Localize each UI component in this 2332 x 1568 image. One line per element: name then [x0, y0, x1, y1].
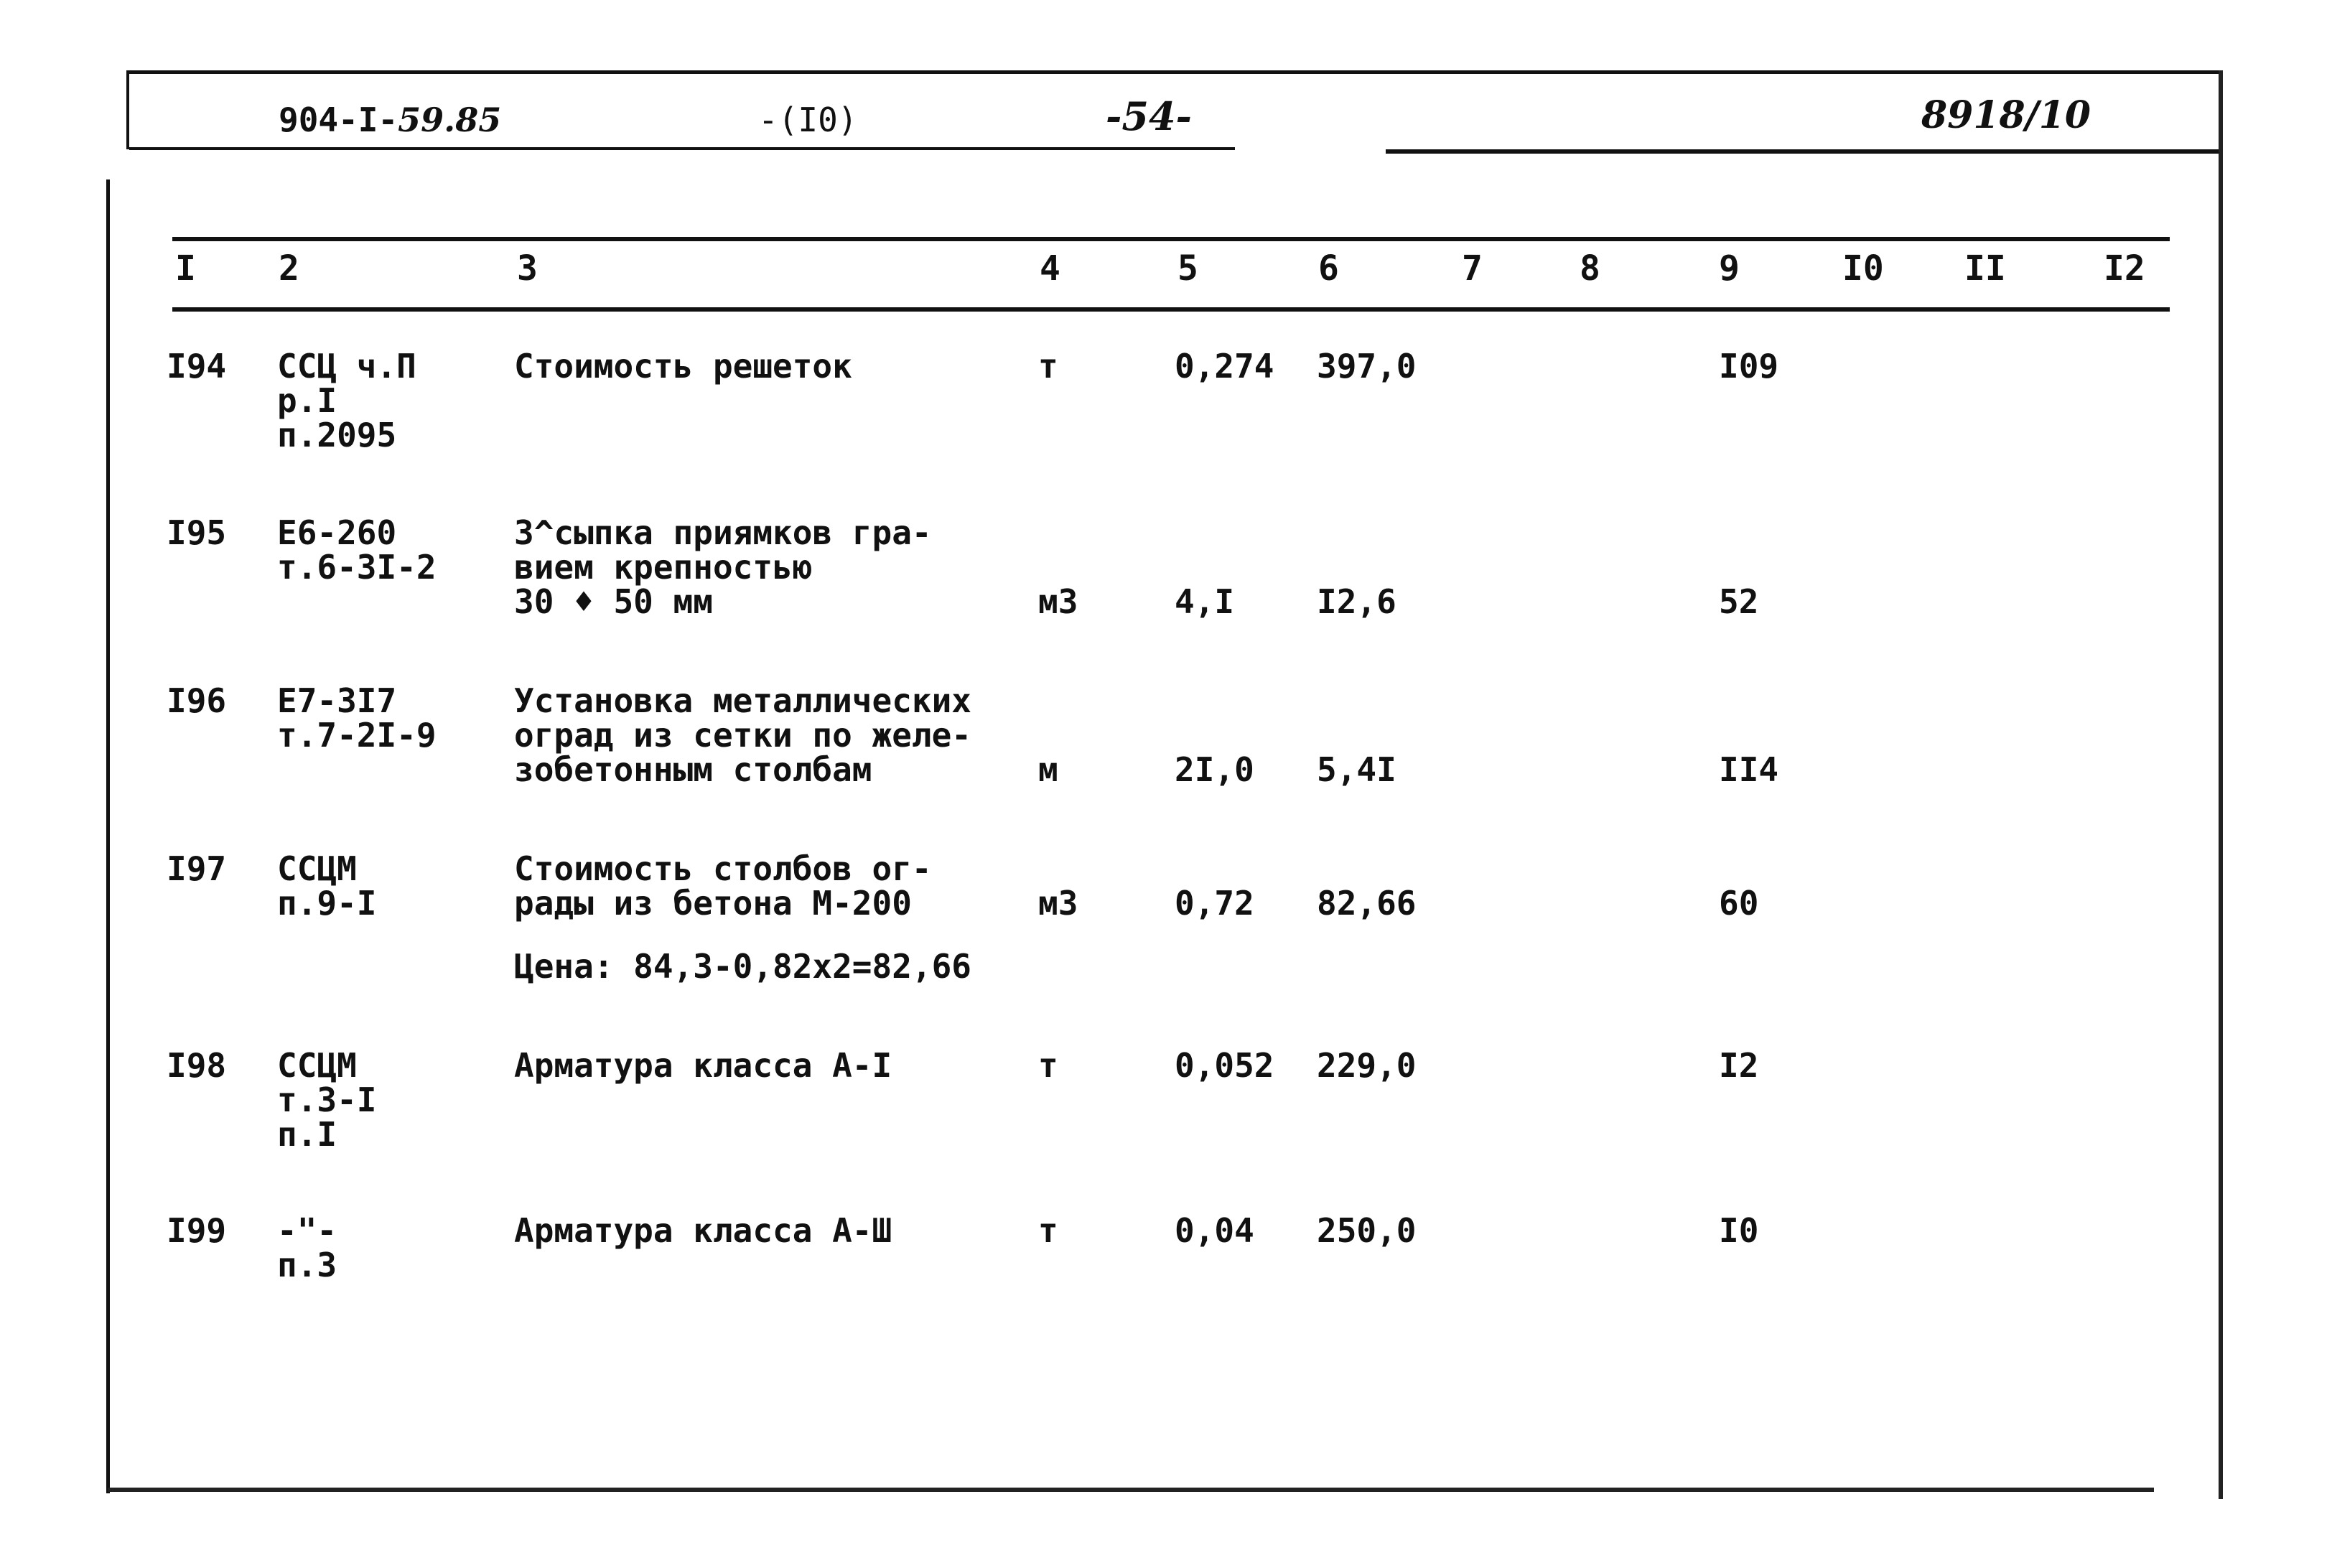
row-unit: м3: [1038, 582, 1078, 621]
row-quantity: 2I,0: [1175, 750, 1254, 789]
row-reference: ССЦМ т.3-I п.I: [277, 1046, 377, 1154]
column-header: 2: [279, 248, 299, 289]
row-number: I99: [167, 1211, 227, 1250]
row-total: I2: [1719, 1046, 1759, 1085]
row-total: II4: [1719, 750, 1779, 789]
column-header: I0: [1842, 248, 1884, 289]
row-quantity: 0,274: [1175, 347, 1274, 386]
row-quantity: 4,I: [1175, 582, 1235, 621]
row-unit: м3: [1038, 884, 1078, 923]
column-header: I: [175, 248, 196, 289]
column-header: 3: [517, 248, 538, 289]
header-rule-right: [1386, 149, 2219, 154]
frame-left-line: [126, 70, 129, 149]
row-description: Арматура класса А-Ш: [514, 1211, 892, 1250]
row-reference: ССЦ ч.П р.I п.2095: [277, 347, 416, 454]
reference-number: 8918/10: [1921, 93, 2091, 137]
section-number: -(I0): [758, 101, 858, 139]
column-header: 5: [1177, 248, 1198, 289]
row-number: I98: [167, 1046, 227, 1085]
page-number: -54-: [1106, 93, 1192, 139]
header-rule-left: [129, 147, 1235, 150]
row-unit-price: 82,66: [1317, 884, 1417, 923]
frame-left-line-lower: [106, 179, 110, 1493]
row-price-note: Цена: 84,3-0,82х2=82,66: [514, 947, 971, 986]
frame-right-line: [2219, 70, 2223, 1499]
doc-code-printed: 904-I-: [279, 101, 398, 139]
column-header: I2: [2104, 248, 2145, 289]
row-number: I96: [167, 681, 227, 720]
doc-code: [279, 101, 501, 139]
row-quantity: 0,052: [1175, 1046, 1274, 1085]
row-unit: т: [1038, 1211, 1058, 1250]
table-top-rule: [172, 237, 2170, 241]
row-total: 52: [1719, 582, 1759, 621]
row-number: I94: [167, 347, 227, 386]
frame-top-line: [129, 70, 2220, 74]
row-unit: м: [1038, 750, 1058, 789]
column-header: 7: [1462, 248, 1483, 289]
column-header: II: [1964, 248, 2006, 289]
row-unit: т: [1038, 347, 1058, 386]
row-unit-price: I2,6: [1317, 582, 1396, 621]
row-description: З^сыпка приямков гра- вием крепностью 30 ♦ 50 мм: [514, 513, 932, 621]
row-description: Стоимость решеток: [514, 347, 852, 386]
row-total: I09: [1719, 347, 1779, 386]
row-reference: -"- п.3: [277, 1211, 337, 1284]
frame-bottom-line: [108, 1488, 2154, 1492]
row-reference: Е6-260 т.6-3I-2: [277, 513, 437, 587]
row-number: I97: [167, 849, 227, 888]
row-unit-price: 229,0: [1317, 1046, 1417, 1085]
row-quantity: 0,72: [1175, 884, 1254, 923]
row-description: Арматура класса А-I: [514, 1046, 892, 1085]
doc-code-handwritten: 59.85: [398, 101, 502, 139]
row-reference: Е7-3I7 т.7-2I-9: [277, 681, 437, 755]
row-unit: т: [1038, 1046, 1058, 1085]
row-description: Стоимость столбов ог- рады из бетона М-200: [514, 849, 932, 923]
row-quantity: 0,04: [1175, 1211, 1254, 1250]
row-reference: ССЦМ п.9-I: [277, 849, 377, 923]
row-unit-price: 250,0: [1317, 1211, 1417, 1250]
row-unit-price: 5,4I: [1317, 750, 1396, 789]
row-total: 60: [1719, 884, 1759, 923]
table-header-rule: [172, 307, 2170, 312]
column-header: 6: [1318, 248, 1339, 289]
row-total: I0: [1719, 1211, 1759, 1250]
column-header: 9: [1719, 248, 1740, 289]
column-header: 8: [1580, 248, 1600, 289]
row-number: I95: [167, 513, 227, 552]
column-header: 4: [1040, 248, 1060, 289]
row-description: Установка металлических оград из сетки по желе- зобетонным столбам: [514, 681, 971, 789]
row-unit-price: 397,0: [1317, 347, 1417, 386]
